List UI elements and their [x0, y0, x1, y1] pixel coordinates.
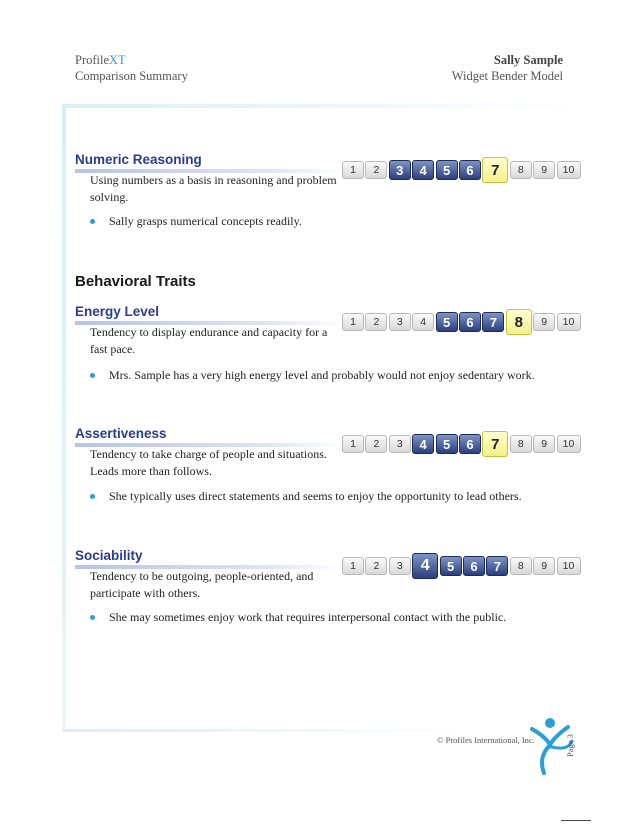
trait-title: Energy Level [75, 304, 160, 319]
scale-box-1: 1 [342, 557, 364, 575]
scale-box-2: 2 [365, 161, 387, 179]
trait-energy-level [0, 304, 638, 394]
scale-box-3: 3 [389, 435, 411, 453]
product-accent: XT [109, 53, 126, 67]
scale-box-5: 5 [440, 556, 462, 576]
scale-box-2: 2 [365, 557, 387, 575]
scale-box-1: 1 [342, 161, 364, 179]
scale-box-4: 4 [412, 553, 438, 579]
scale-box-8: 8 [506, 309, 532, 335]
copyright: © Profiles International, Inc. [437, 735, 535, 745]
bullet-text: She typically uses direct statements and seems to enjoy the opportunity to lead others. [109, 489, 522, 503]
trait-description: Tendency to be outgoing, people-oriented, and participate with others. [90, 569, 314, 600]
trait-title: Assertiveness [75, 426, 167, 441]
scale-box-1: 1 [342, 435, 364, 453]
trait-description: Using numbers as a basis in reasoning and problem solving. [90, 173, 337, 204]
section-title: Behavioral Traits [75, 273, 196, 290]
scale-box-10: 10 [557, 161, 581, 179]
scale-box-4: 4 [412, 434, 434, 454]
scale-box-6: 6 [459, 160, 481, 180]
scale-box-3: 3 [389, 557, 411, 575]
scale-box-7: 7 [482, 312, 504, 332]
score-scale [342, 308, 582, 336]
score-scale [342, 552, 582, 580]
scale-box-6: 6 [459, 434, 481, 454]
scale-box-10: 10 [557, 313, 581, 331]
corner-rule [561, 820, 591, 821]
scale-box-10: 10 [557, 435, 581, 453]
scale-box-10: 10 [557, 557, 581, 575]
scale-box-3: 3 [389, 160, 411, 180]
bullet-dot-icon [90, 494, 95, 499]
scale-box-3: 3 [389, 313, 411, 331]
trait-bullet [90, 609, 506, 625]
scale-box-5: 5 [436, 312, 458, 332]
scale-box-8: 8 [510, 161, 532, 179]
person-name: Sally Sample [493, 53, 563, 67]
scale-box-6: 6 [463, 556, 485, 576]
scale-box-8: 8 [510, 557, 532, 575]
bullet-text: Sally grasps numerical concepts readily. [109, 214, 302, 228]
scale-box-7: 7 [482, 157, 508, 183]
scale-box-4: 4 [412, 160, 434, 180]
model-name: Widget Bender Model [451, 69, 563, 83]
page-number: Page 3 [565, 734, 575, 757]
bullet-text: She may sometimes enjoy work that requires interpersonal contact with the public. [109, 610, 507, 624]
trait-numeric-reasoning [0, 152, 638, 242]
frame-bottom-border [62, 729, 482, 732]
scale-box-5: 5 [436, 434, 458, 454]
trait-bullet [90, 213, 302, 229]
trait-assertiveness [0, 426, 638, 516]
bullet-text: Mrs. Sample has a very high energy level and probably would not enjoy sedentary work. [109, 368, 535, 382]
header-left [75, 52, 188, 84]
scale-box-9: 9 [533, 557, 555, 575]
report-name: Comparison Summary [75, 69, 188, 83]
trait-description: Tendency to take charge of people and situations. Leads more than follows. [90, 447, 327, 478]
scale-box-9: 9 [533, 161, 555, 179]
product-prefix: Profile [75, 53, 110, 67]
bullet-dot-icon [90, 219, 95, 224]
scale-box-5: 5 [436, 160, 458, 180]
scale-box-7: 7 [482, 431, 508, 457]
score-scale [342, 156, 582, 184]
scale-box-6: 6 [459, 312, 481, 332]
scale-box-9: 9 [533, 435, 555, 453]
trait-description: Tendency to display endurance and capacity for a fast pace. [90, 325, 328, 356]
score-scale [342, 430, 582, 458]
bullet-dot-icon [90, 615, 95, 620]
bullet-dot-icon [90, 373, 95, 378]
trait-bullet [90, 488, 522, 504]
scale-box-2: 2 [365, 435, 387, 453]
trait-bullet [90, 367, 535, 383]
scale-box-4: 4 [412, 313, 434, 331]
scale-box-2: 2 [365, 313, 387, 331]
product-name [75, 52, 188, 68]
scale-box-8: 8 [510, 435, 532, 453]
trait-title: Numeric Reasoning [75, 152, 202, 167]
trait-sociability [0, 548, 638, 638]
trait-title: Sociability [75, 548, 143, 563]
header-right [452, 52, 563, 84]
scale-box-9: 9 [533, 313, 555, 331]
scale-box-7: 7 [486, 556, 508, 576]
scale-box-1: 1 [342, 313, 364, 331]
frame-top-border [62, 104, 582, 108]
